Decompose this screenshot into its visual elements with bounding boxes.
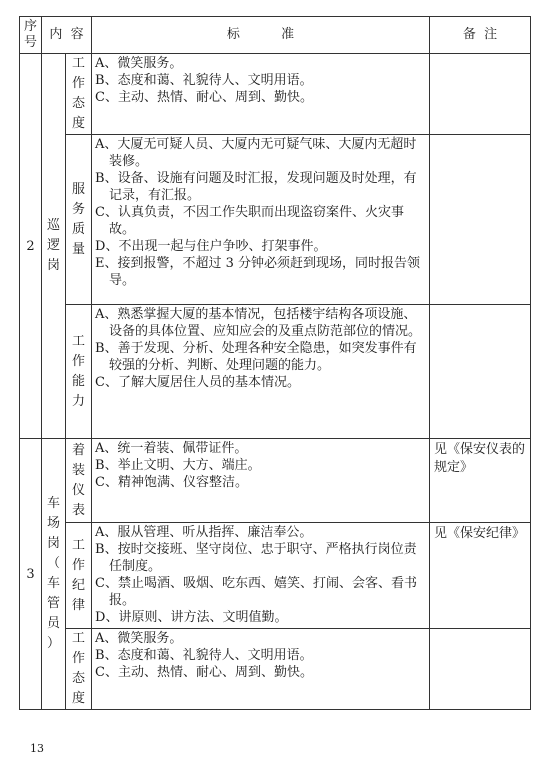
standard-item: B、举止文明、大方、端庄。 (95, 458, 261, 473)
table-row (20, 54, 531, 135)
table-row (20, 305, 531, 439)
remark-cell: 见《保安仪表的规定》 (430, 439, 531, 523)
standard-item: C、主动、热情、耐心、周到、勤快。 (95, 90, 313, 105)
standard-item: C、认真负责，不因工作失职而出现盗窃案件、火灾事故。 (95, 205, 404, 237)
standard-item: B、设备、设施有问题及时汇报，发现问题及时处理，有记录，有汇报。 (95, 171, 417, 203)
standard-item: B、按时交接班、坚守岗位、忠于职守、严格执行岗位责任制度。 (95, 542, 417, 574)
standards-table (19, 16, 531, 710)
category-label: 工 作 态 度 (66, 629, 92, 710)
standard-item: A、微笑服务。 (95, 631, 183, 646)
post-name: 车 场 岗 （ 车 管 员 ） (42, 439, 66, 710)
page-number: 13 (30, 742, 44, 755)
standard-item: D、讲原则、讲方法、文明值勤。 (95, 610, 288, 625)
standard-cell (92, 135, 430, 305)
category-label: 工 作 态 度 (66, 54, 92, 135)
remark-cell (430, 305, 531, 439)
row-number: 3 (20, 439, 42, 710)
row-number: 2 (20, 54, 42, 439)
table-row (20, 135, 531, 305)
standard-item: E、接到报警，不超过 3 分钟必须赶到现场，同时报告领导。 (95, 256, 421, 288)
standard-cell (92, 54, 430, 135)
remark-cell (430, 629, 531, 710)
category-label: 工 作 能 力 (66, 305, 92, 439)
header-standard: 标 准 (92, 17, 430, 54)
standard-item: C、主动、热情、耐心、周到、勤快。 (95, 665, 313, 680)
table-row (20, 523, 531, 629)
header-remark: 备 注 (430, 17, 531, 54)
table-row (20, 629, 531, 710)
post-name: 巡 逻 岗 (42, 54, 66, 439)
category-label: 服 务 质 量 (66, 135, 92, 305)
standard-item: A、熟悉掌握大厦的基本情况，包括楼宇结构各项设施、设备的具体位置、应知应会的及重点防范部位的情况。 (95, 307, 422, 339)
standard-item: D、不出现一起与住户争吵、打架事件。 (95, 239, 327, 254)
standard-cell (92, 523, 430, 629)
table-row (20, 439, 531, 523)
standard-item: A、大厦无可疑人员、大厦内无可疑气味、大厦内无超时装修。 (95, 137, 417, 169)
standard-item: C、了解大厦居住人员的基本情况。 (95, 375, 300, 390)
standard-item: A、服从管理、听从指挥、廉洁奉公。 (95, 525, 313, 540)
category-label: 工 作 纪 律 (66, 523, 92, 629)
standard-item: C、禁止喝酒、吸烟、吃东西、嬉笑、打闹、会客、看书报。 (95, 576, 417, 608)
header-seq: 序 号 (20, 17, 42, 54)
standard-item: B、善于发现、分析、处理各种安全隐患，如突发事件有较强的分析、判断、处理问题的能力。 (95, 341, 417, 373)
table-header-row (20, 17, 531, 54)
standard-cell (92, 629, 430, 710)
remark-cell: 见《保安纪律》 (430, 523, 531, 629)
standard-item: A、微笑服务。 (95, 56, 183, 71)
standard-cell (92, 439, 430, 523)
standard-item: A、统一着装、佩带证件。 (95, 441, 248, 456)
remark-cell (430, 54, 531, 135)
standard-item: C、精神饱满、仪容整洁。 (95, 475, 248, 490)
standard-item: B、态度和蔼、礼貌待人、文明用语。 (95, 648, 313, 663)
remark-cell (430, 135, 531, 305)
header-content: 内 容 (42, 17, 92, 54)
category-label: 着 装 仪 表 (66, 439, 92, 523)
standard-cell (92, 305, 430, 439)
standard-item: B、态度和蔼、礼貌待人、文明用语。 (95, 73, 313, 88)
